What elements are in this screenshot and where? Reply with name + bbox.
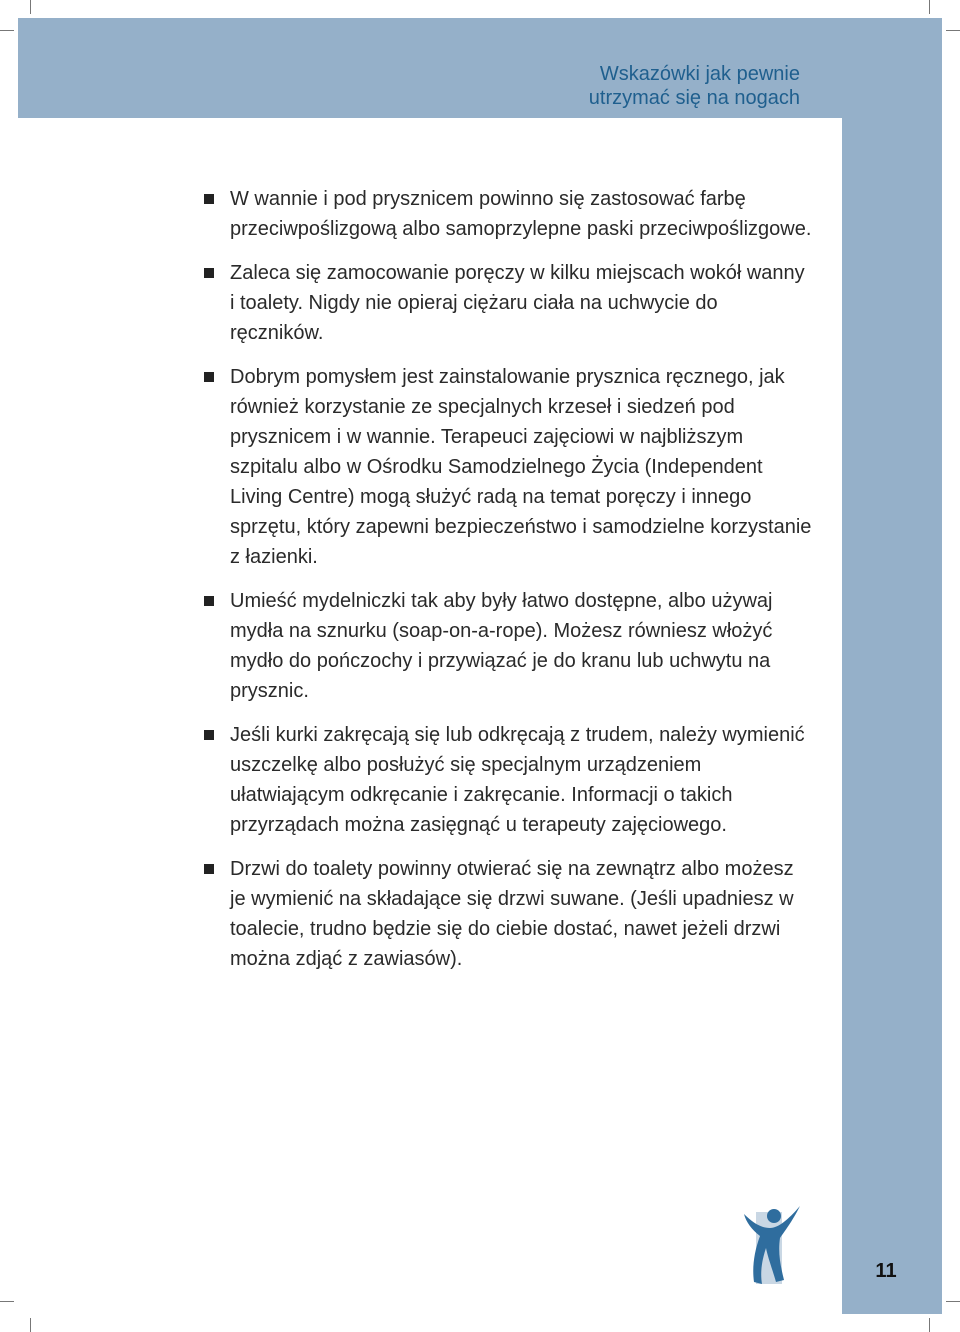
crop-mark bbox=[946, 30, 960, 31]
crop-mark bbox=[946, 1301, 960, 1302]
crop-mark bbox=[30, 1318, 31, 1332]
square-bullet-icon bbox=[204, 730, 214, 740]
list-item bbox=[202, 184, 812, 244]
page-title bbox=[589, 62, 800, 110]
list-item-text: Zaleca się zamocowanie poręczy w kilku miejscach wokół wanny i toalety. Nigdy nie opieraj ciężaru ciała na uchwycie do ręczników. bbox=[230, 262, 805, 344]
square-bullet-icon bbox=[204, 596, 214, 606]
crop-mark bbox=[30, 0, 31, 14]
list-item bbox=[202, 362, 812, 572]
list-item-text: Dobrym pomysłem jest zainstalowanie prysznica ręcznego, jak również korzystanie ze specjalnych krzeseł i siedzeń pod prysznicem i w wannie. Terapeuci zajęciowi w najbliższym szpitalu albo w Ośrodku Samodzielnego Życia (Independent Living Centre) mogą służyć radą na temat poręczy i innego sprzętu, który zapewni bezpieczeństwo i samodzielne korzystanie z łazienki. bbox=[230, 366, 812, 568]
square-bullet-icon bbox=[204, 194, 214, 204]
list-item bbox=[202, 258, 812, 348]
page-title-line-1: Wskazówki jak pewnie bbox=[599, 63, 800, 85]
square-bullet-icon bbox=[204, 864, 214, 874]
square-bullet-icon bbox=[204, 372, 214, 382]
crop-mark bbox=[0, 30, 14, 31]
list-item-text: Drzwi do toalety powinny otwierać się na zewnątrz albo możesz je wymienić na składające się drzwi suwane. (Jeśli upadniesz w toalecie, trudno będzie się do ciebie dostać, nawet jeżeli drzwi można zdjąć z zawiasów). bbox=[230, 858, 794, 970]
square-bullet-icon bbox=[204, 268, 214, 278]
person-figure-logo-icon bbox=[742, 1202, 802, 1286]
page-title-line-2: utrzymać się na nogach bbox=[588, 87, 800, 109]
header-band bbox=[18, 18, 942, 118]
list-item bbox=[202, 586, 812, 706]
crop-mark bbox=[0, 1301, 14, 1302]
list-item-text: Umieść mydelniczki tak aby były łatwo dostępne, albo używaj mydła na sznurku (soap-on-a-rope). Możesz równiesz włożyć mydło do pończochy i przywiązać je do kranu lub uchwytu na prysznic. bbox=[230, 590, 773, 702]
crop-mark bbox=[929, 1318, 930, 1332]
list-item-text: W wannie i pod prysznicem powinno się zastosować farbę przeciwpoślizgową albo samoprzylepne paski przeciwpoślizgowe. bbox=[230, 188, 812, 240]
list-item-text: Jeśli kurki zakręcają się lub odkręcają z trudem, należy wymienić uszczelkę albo posłużyć się specjalnym urządzeniem ułatwiającym odkręcanie i zakręcanie. Informacji o takich przyrządach można zasięgnąć u terapeuty zajęciowego. bbox=[230, 724, 805, 836]
crop-mark bbox=[929, 0, 930, 14]
page-number: 11 bbox=[875, 1260, 897, 1282]
side-band bbox=[842, 118, 942, 1314]
list-item bbox=[202, 720, 812, 840]
logo-head bbox=[767, 1209, 781, 1223]
tips-list bbox=[202, 184, 812, 988]
list-item bbox=[202, 854, 812, 974]
